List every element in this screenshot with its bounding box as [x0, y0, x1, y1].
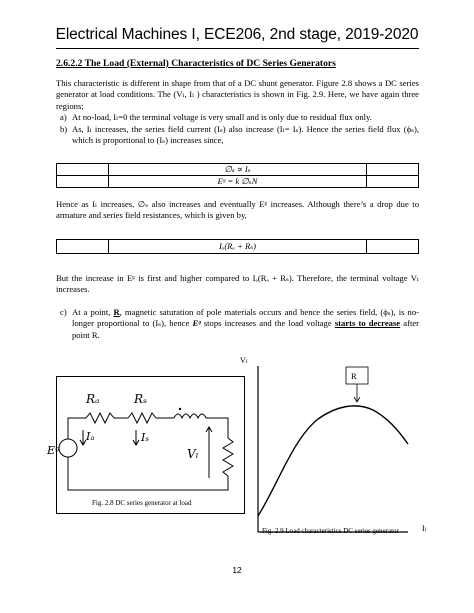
list-text: At no-load, Iₗ=0 the terminal voltage is very small and is only due to residual flux only. [72, 112, 372, 122]
intro-paragraph: This characteristic is different in shape from that of a DC shunt generator. Figure 2.8 shows a DC series generator at load conditions. The (Vₗ, Iₗ ) characteristics is shown in Fig. 2.9. Here, we have again three regions; [56, 78, 419, 111]
figure-2-9-caption: Fig. 2.9 Load characteristics DC series generator [262, 527, 399, 535]
header-rule [56, 48, 419, 49]
series-generator-circuit [47, 378, 246, 508]
page-number: 12 [232, 565, 242, 575]
equation-table-1 [56, 163, 419, 188]
x-axis-label: Iₗ [422, 524, 427, 533]
point-r-label: R [351, 371, 357, 381]
paragraph-2: Hence as Iₗ increases, ∅ₛ also increases and eventually Eᵍ increases. Although there’s a drop due to armature and series field resistances, which is given by, [56, 199, 419, 221]
point-r-box [346, 367, 368, 384]
label-ra: Rₐ [86, 392, 100, 406]
list-item-c: c) At a point, R, magnetic saturation of pole materials occurs and hence the series field, (ϕₛ), is no-longer proportional to (Iₛ), hence Eᵍ stops increases and the load voltage starts to decrease after point R. [60, 307, 420, 340]
label-vl: Vₗ [187, 447, 199, 461]
point-r: R [113, 307, 120, 317]
y-axis-label: Vₗ [240, 356, 248, 365]
polarity-dot [179, 408, 181, 410]
list-item-b [60, 124, 419, 147]
label-eg: Eᵍ [47, 444, 60, 457]
list-label: b) [60, 124, 68, 134]
equation-emf: Eᵍ = k ∅ₛN [109, 176, 367, 188]
label-rs: Rₛ [134, 392, 148, 406]
list-label: c) [60, 307, 67, 317]
figure-2-8-caption: Fig. 2.8 DC series generator at load [92, 499, 192, 507]
list-item-a [60, 112, 419, 123]
list-text: As, Iₗ increases, the series field current (Iₛ) also increase (Iₗ= Iₛ). Hence the series field flux (ϕₛ), which is proportional to (Iₛ) increases since, [72, 124, 419, 146]
paragraph-3: But the increase in Eᵍ is first and higher compared to Iₐ(Rₐ + Rₛ). Therefore, the terminal voltage Vₗ increases. [56, 273, 419, 295]
label-ia: Iₐ [86, 430, 95, 443]
equation-table-2 [56, 239, 419, 254]
equation-proportional: ∅ₛ ∝ Iₛ [109, 164, 367, 176]
section-title: 2.6.2.2 The Load (External) Characteristics of DC Series Generators [56, 58, 336, 69]
label-is: Iₛ [141, 431, 150, 444]
page-header: Electrical Machines I, ECE206, 2nd stage, 2019-2020 [55, 26, 419, 43]
emphasis-decrease: starts to decrease [334, 318, 401, 329]
load-curve [258, 406, 408, 516]
equation-drop: Iₐ(Rₐ + Rₛ) [109, 240, 367, 254]
load-characteristic-chart [248, 354, 438, 544]
list-label: a) [60, 112, 67, 122]
